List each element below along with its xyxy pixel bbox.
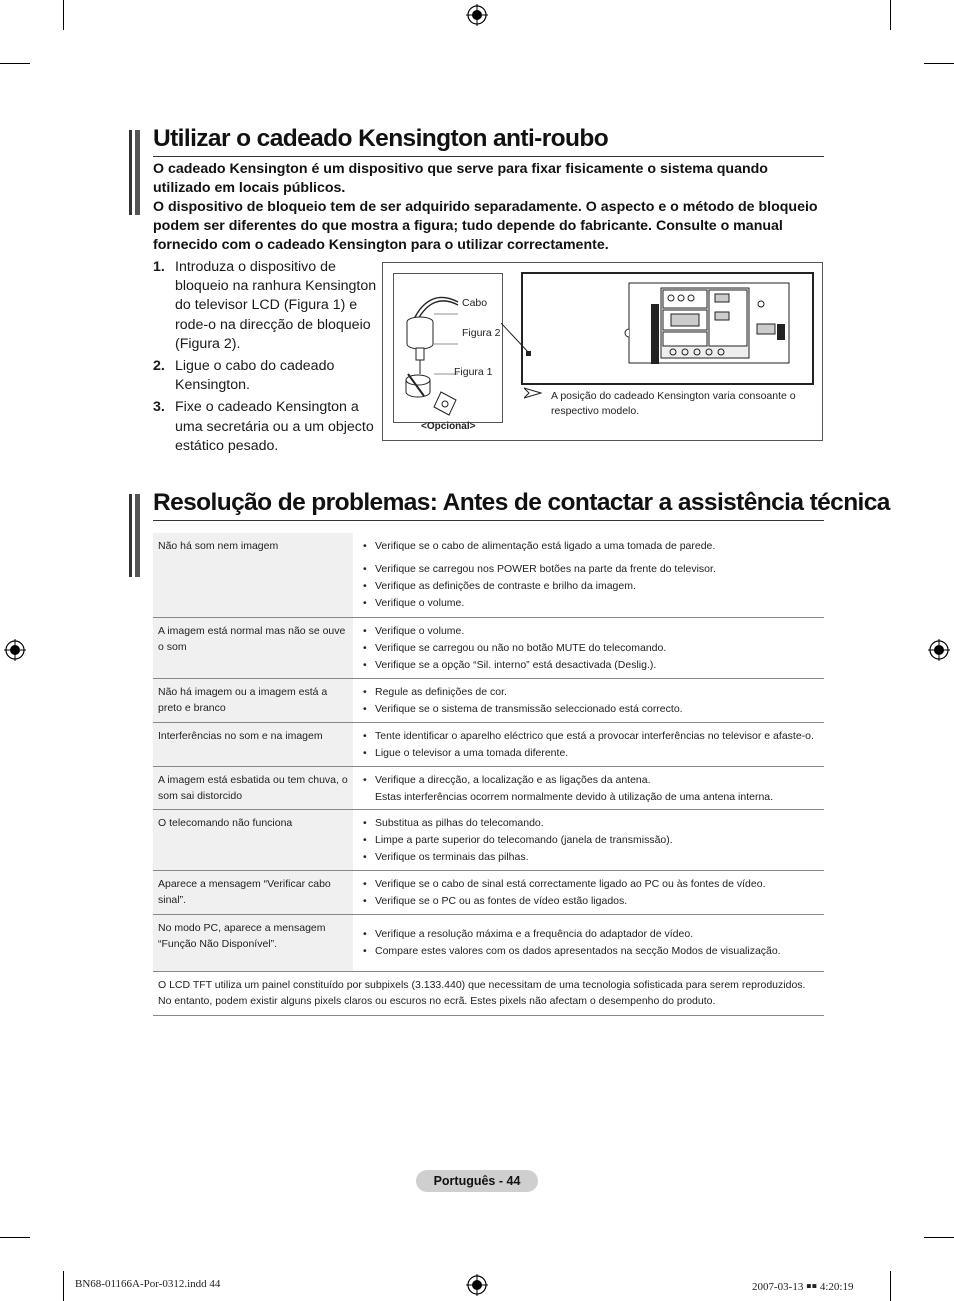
- solution-cell: [353, 870, 824, 914]
- kensington-figure-box: [382, 262, 823, 441]
- solution-item: • Compare estes valores com os dados apresentados na secção Modos de visualização.: [361, 943, 819, 959]
- page-number-badge: Português - 44: [416, 1170, 538, 1192]
- crop-mark: [890, 1271, 891, 1301]
- solution-item: • Verifique o volume.: [361, 595, 819, 611]
- problem-cell: No modo PC, aparece a mensagem “Função Não Disponível”.: [153, 914, 353, 971]
- section-title-kensington: Utilizar o cadeado Kensington anti-roubo: [153, 125, 609, 152]
- registration-mark-icon: [4, 639, 26, 661]
- figure-note: A posição do cadeado Kensington varia consoante o respectivo modelo.: [551, 390, 796, 417]
- registration-mark-icon: [466, 1274, 488, 1296]
- table-row: [153, 533, 824, 617]
- problem-cell: Não há som nem imagem: [153, 533, 353, 617]
- table-row: [153, 971, 824, 1015]
- footnote-cell: O LCD TFT utiliza um painel constituído por subpixels (3.133.440) que necessitam de uma tecnologia sofisticada para serem reproduzidos. No entanto, podem existir alguns pixels claros ou escuros no ecrã. Estes pixels não afectam o desempenho do produto.: [158, 978, 806, 1007]
- crop-mark: [890, 0, 891, 30]
- step-text: Introduza o dispositivo de bloqueio na ranhura Kensington do televisor LCD (Figura 1) e rode-o na direcção de bloqueio (Figura 2).: [175, 259, 377, 352]
- cable-label: Cabo: [462, 297, 488, 309]
- solution-item: • Verifique se a opção “Sil. interno” está desactivada (Deslig.).: [361, 657, 819, 673]
- note-arrow-icon: [524, 387, 542, 399]
- troubleshooting-table: [153, 533, 824, 1016]
- registration-mark-icon: [928, 639, 950, 661]
- solution-item: • Regule as definições de cor.: [361, 684, 819, 700]
- table-row: [153, 766, 824, 809]
- step-number: 3.: [153, 399, 165, 416]
- step-number: 1.: [153, 259, 165, 275]
- step-number: 2.: [153, 358, 165, 375]
- problem-cell: Interferências no som e na imagem: [153, 722, 353, 766]
- table-row: [153, 678, 824, 722]
- section-divider: [153, 156, 824, 157]
- solution-cell: [353, 766, 824, 809]
- section-divider: [153, 520, 824, 521]
- problem-cell: O telecomando não funciona: [153, 809, 353, 870]
- section-intro: [153, 160, 825, 255]
- solution-item: • Limpe a parte superior do telecomando (janela de transmissão).: [361, 832, 819, 848]
- lock-illustration-frame: [393, 273, 503, 423]
- file-slug: BN68-01166A-Por-0312.indd 44: [75, 1278, 221, 1290]
- step-item: [153, 258, 381, 354]
- solution-item: • Verifique se carregou nos POWER botões na parte da frente do televisor.: [361, 561, 819, 577]
- solution-item: • Verifique a resolução máxima e a frequência do adaptador de vídeo.: [361, 926, 819, 942]
- solution-item: • Verifique se o sistema de transmissão seleccionado está correcto.: [361, 701, 819, 717]
- figure2-label: Figura 2: [462, 327, 501, 339]
- solution-item: • Verifique se o PC ou as fontes de vídeo estão ligados.: [361, 893, 819, 909]
- section-marker: [129, 130, 143, 215]
- step-text: Ligue o cabo do cadeado Kensington.: [175, 358, 335, 394]
- table-row: [153, 722, 824, 766]
- solution-item: • Verifique as definições de contraste e brilho da imagem.: [361, 578, 819, 594]
- step-item: [153, 398, 381, 456]
- step-text: Fixe o cadeado Kensington a uma secretária ou a um objecto estático pesado.: [175, 399, 374, 454]
- intro-paragraph: O cadeado Kensington é um dispositivo que serve para fixar fisicamente o sistema quando utilizado em locais públicos.: [153, 161, 768, 196]
- table-row: [153, 617, 824, 678]
- table-row: [153, 870, 824, 914]
- figure1-label: Figura 1: [454, 366, 493, 378]
- solution-item: • Tente identificar o aparelho eléctrico que está a provocar interferências no televisor e afaste-o.: [361, 728, 819, 744]
- solution-item: • Verifique se o cabo de alimentação está ligado a uma tomada de parede.: [361, 538, 819, 554]
- solution-item: • Verifique se carregou ou não no botão MUTE do telecomando.: [361, 640, 819, 656]
- registration-mark-icon: [466, 4, 488, 26]
- problem-cell: Aparece a mensagem “Verificar cabo sinal”.: [153, 870, 353, 914]
- table-row: [153, 914, 824, 971]
- solution-item: • Substitua as pilhas do telecomando.: [361, 815, 819, 831]
- solution-item: • Verifique se o cabo de sinal está correctamente ligado ao PC ou às fontes de vídeo.: [361, 876, 819, 892]
- intro-paragraph: O dispositivo de bloqueio tem de ser adquirido separadamente. O aspecto e o método de bloqueio podem ser diferentes do que mostra a figura; tudo depende do fabricante. Consulte o manual fornecido com o cadeado Kensington para o utilizar correctamente.: [153, 199, 818, 253]
- connector-panel-icon: [523, 274, 812, 383]
- problem-cell: A imagem está esbatida ou tem chuva, o som sai distorcido: [153, 766, 353, 809]
- crop-mark: [63, 1271, 64, 1301]
- tv-rear-panel: [521, 272, 814, 385]
- problem-cell: A imagem está normal mas não se ouve o som: [153, 617, 353, 678]
- crop-mark: [924, 1237, 954, 1238]
- solution-item: • Verifique os terminais das pilhas.: [361, 849, 819, 865]
- section-title-troubleshooting: Resolução de problemas: Antes de contactar a assistência técnica: [153, 489, 890, 516]
- solution-cell: [353, 678, 824, 722]
- solution-cell: [353, 914, 824, 971]
- crop-mark: [0, 63, 30, 64]
- table-row: [153, 809, 824, 870]
- crop-mark: [63, 0, 64, 30]
- solution-continuation: Estas interferências ocorrem normalmente devido à utilização de uma antena interna.: [375, 790, 774, 803]
- solution-cell: [353, 533, 824, 617]
- optional-label: <Opcional>: [421, 421, 476, 432]
- solution-item: • Ligue o televisor a uma tomada diferente.: [361, 745, 819, 761]
- date-slug: 2007-03-13 ￭￭ 4:20:19: [752, 1281, 854, 1293]
- solution-item: • Verifique a direcção, a localização e as ligações da antena.: [361, 772, 819, 788]
- section-marker: [129, 494, 143, 577]
- solution-cell: [353, 617, 824, 678]
- solution-cell: [353, 722, 824, 766]
- problem-cell: Não há imagem ou a imagem está a preto e branco: [153, 678, 353, 722]
- steps-list: [153, 258, 381, 459]
- crop-mark: [924, 63, 954, 64]
- step-item: [153, 357, 381, 395]
- crop-mark: [0, 1237, 30, 1238]
- solution-cell: [353, 809, 824, 870]
- solution-item: • Verifique o volume.: [361, 623, 819, 639]
